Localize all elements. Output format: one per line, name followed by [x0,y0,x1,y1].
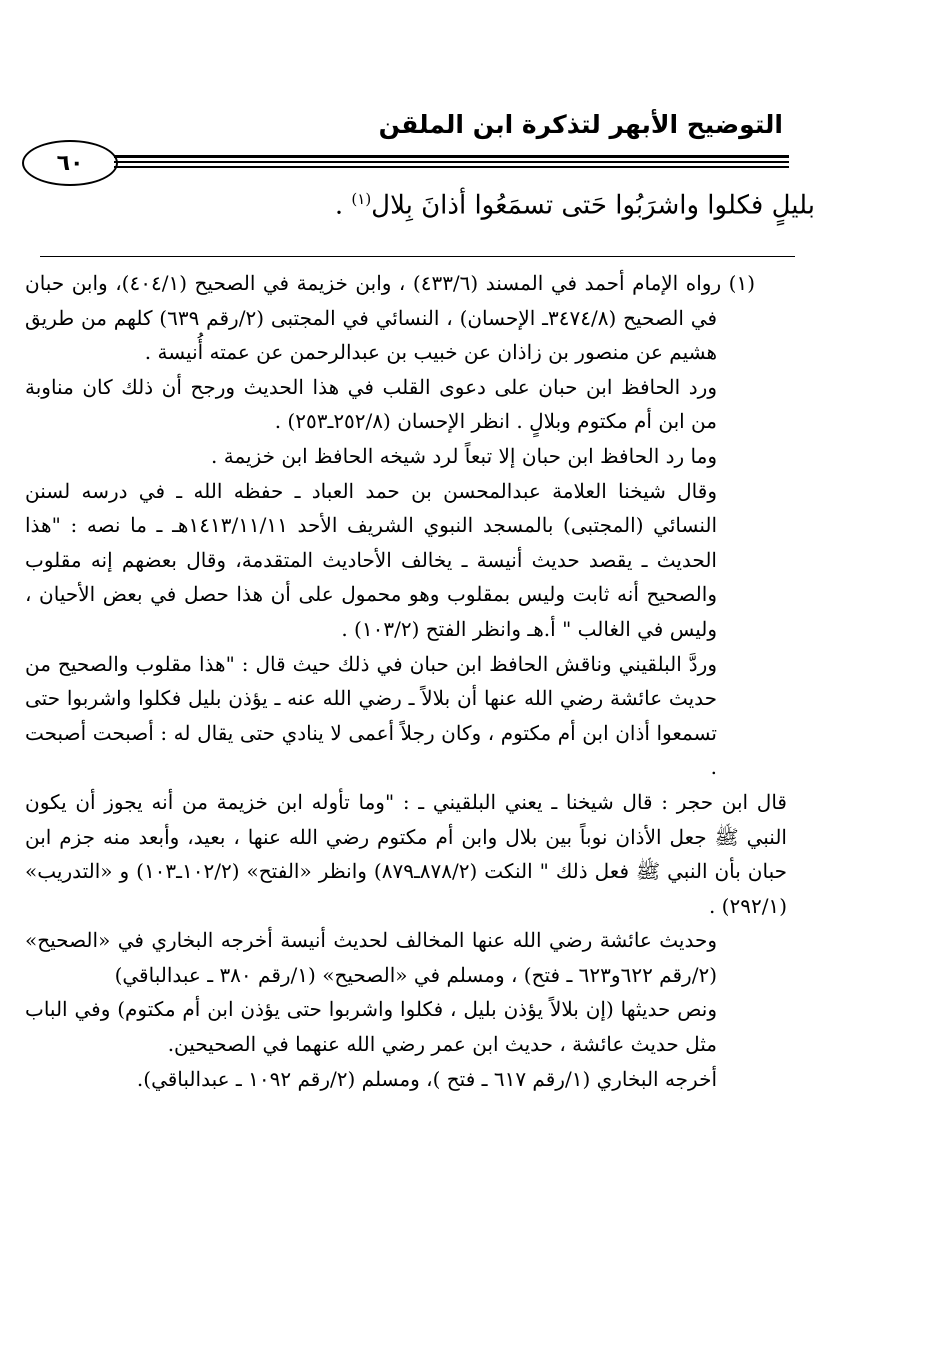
running-header-title: التوضيح الأبهر لتذكرة ابن الملقن [378,110,783,139]
main-text: بليلٍ فكلوا واشرَبُوا حَتى تسمَعُوا أذانَ بِلال [371,190,815,221]
main-text-line [115,190,815,221]
page-number-text: ٦٠ [56,150,84,176]
footnote-paragraph: وردَّ البلقيني وناقش الحافظ ابن حبان في ذلك حيث قال : "هذا مقلوب والصحيح من حديث عائشة رضي الله عنها أن بلالاً ـ رضي الله عنه ـ يؤذن بليل فكلوا واشربوا حتى تسمعوا أذان ابن أم مكتوم ، وكان رجلاً أعمى لا ينادي حتى يقال له : أصبحت أصبحت . [25,651,717,780]
footnote-paragraph: (١) رواه الإمام أحمد في المسند (٤٣٣/٦) ، وابن خزيمة في الصحيح (٤٠٤/١)، وابن حبان في الصحيح (٣٤٧٤/٨ـ الإحسان) ، النسائي في المجتبى (٢/رقم ٦٣٩) كلهم من طريق هشيم عن منصور بن زاذان عن خبيب بن عبدالرحمن عن عمته أُنيسة . [25,271,755,365]
footnote-ref: (١) [351,190,372,208]
header-rule [114,161,789,163]
footnote-separator [40,256,795,257]
footnote-paragraph: وحديث عائشة رضي الله عنها المخالف لحديث أنيسة أخرجه البخاري في «الصحيح» (٢/رقم ٦٢٢و٦٢٣ ـ فتح) ، ومسلم في «الصحيح» (١/رقم ٣٨٠ ـ عبدالباقي) [25,928,717,987]
footnote-paragraph: وقال شيخنا العلامة عبدالمحسن بن حمد العباد ـ حفظه الله ـ في درسه لسنن النسائي (المجتبى) بالمسجد النبوي الشريف الأحد ١٤١٣/١١/١١هـ ـ ما نصه : "هذا الحديث ـ يقصد حديث أنيسة ـ يخالف الأحاديث المتقدمة، وقال بعضهم إنه مقلوب والصحيح أنه ثابت وليس بمقلوب وهو محمول على أن هذا حصل في بعض الأحيان ، وليس في الغالب " أ.هـ وانظر الفتح (١٠٣/٢) . [25,478,718,641]
page-number [22,140,118,186]
header-rule [114,155,789,158]
header-rule [114,166,789,168]
footnote-paragraph: ونص حديثها (إن بلالاً يؤذن بليل ، فكلوا واشربوا حتى يؤذن ابن أم مكتوم) وفي الباب مثل حديث عائشة ، حديث ابن عمر رضي الله عنهما في الصحيحين. [25,997,717,1057]
footnote-paragraph: ورد الحافظ ابن حبان على دعوى القلب في هذا الحديث ورجح أن ذلك كان مناوبة من ابن أم مكتوم وبلالٍ . انظر الإحسان (٢٥٢/٨ـ٢٥٣) . [25,374,717,434]
main-text-tail: . [334,190,352,221]
footnote-paragraph: وما رد الحافظ ابن حبان إلا تبعاً لرد شيخه الحافظ ابن خزيمة . [211,443,717,468]
footnote-paragraph: أخرجه البخاري (١/رقم ٦١٧ ـ فتح )، ومسلم (٢/رقم ١٠٩٢ ـ عبدالباقي). [136,1066,717,1091]
footnotes [25,266,787,1096]
footnote-paragraph: قال ابن حجر : قال شيخنا ـ يعني البلقيني ـ : "وما تأوله ابن خزيمة من أنه يجوز أن يكون النبي ﷺ جعل الأذان نوباً بين بلال وابن أم مكتوم رضي الله عنها ، بعيد، وأبعد منه جزم ابن حبان بأن النبي ﷺ فعل ذلك " النكت (٨٧٨/٢ـ٨٧٩) وانظر «الفتح» (١٠٢/٢ـ١٠٣) و «التدريب» (٢٩٢/١) . [25,789,787,918]
